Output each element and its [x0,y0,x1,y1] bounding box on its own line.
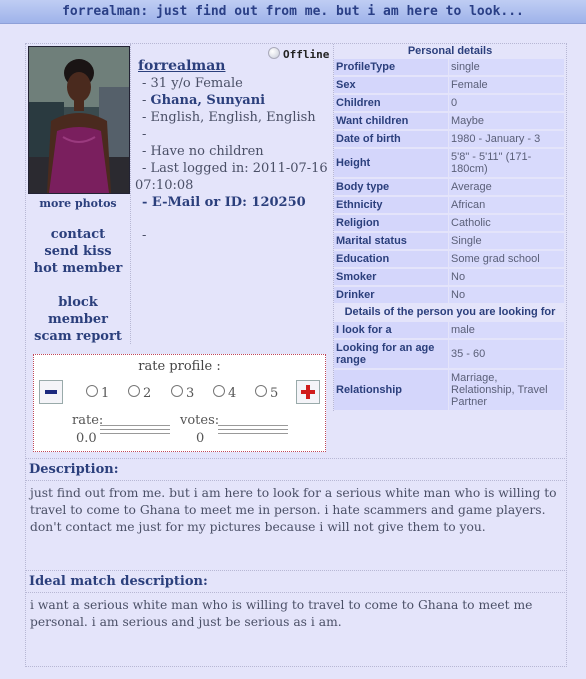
detail-row [334,58,566,76]
radio-icon [213,385,225,397]
detail-row [334,94,566,112]
rate-decrease-button[interactable] [39,380,63,404]
trailing-field: - [142,228,147,243]
detail-row [334,321,566,339]
looking-for-header: Details of the person you are looking for [344,306,556,318]
detail-key: I look for a [334,322,448,338]
detail-key: Want children [334,113,448,129]
languages: - English, English, English [142,110,316,125]
detail-row [334,250,566,268]
detail-row [334,339,566,369]
votes-bar-line [218,433,288,434]
detail-value: No [449,287,564,303]
detail-key: Education [334,251,448,267]
rate-option-label: 3 [186,386,195,401]
email-or-id: - E-Mail or ID: 120250 [142,195,306,210]
ideal-match-text: i want a serious white man who is willing to travel to come to Ghana to meet me personal. i am serious and just be serious as i am. [30,598,533,629]
detail-row [334,130,566,148]
detail-value: 35 - 60 [449,340,564,368]
detail-row [334,369,566,411]
rate-profile-box [33,354,326,452]
children-info: - Have no children [142,144,264,159]
detail-key: Sex [334,77,448,93]
detail-key: Smoker [334,269,448,285]
rate-option-5[interactable] [255,385,278,401]
detail-row [334,196,566,214]
detail-row [334,76,566,94]
send-kiss-link[interactable]: send kiss [44,244,112,259]
detail-value: Female [449,77,564,93]
more-photos-link[interactable]: more photos [39,197,117,210]
rate-option-2[interactable] [128,385,151,401]
votes-label: votes: [180,413,220,428]
votes-bar-line [218,429,288,430]
detail-key: ProfileType [334,59,448,75]
detail-row [334,112,566,130]
rate-label: rate: [72,413,104,428]
detail-value: Average [449,179,564,195]
hot-member-link[interactable]: hot member [33,261,123,276]
location-prefix: - [142,93,151,108]
detail-value: single [449,59,564,75]
detail-key: Date of birth [334,131,448,147]
blank-field: - [142,127,147,142]
last-logged-in: - Last logged in: 2011-07-16 07:10:08 [135,161,328,193]
radio-icon [255,385,267,397]
detail-value: Maybe [449,113,564,129]
ideal-match-heading: Ideal match description: [26,571,565,593]
detail-value: Catholic [449,215,564,231]
personal-details-header: Personal details [407,45,493,57]
detail-row [334,148,566,178]
detail-value: African [449,197,564,213]
detail-value: 5'8" - 5'11" (171-180cm) [449,149,564,177]
ideal-match-section [26,570,565,666]
rate-option-label: 5 [270,386,279,401]
votes-value: 0 [196,431,205,446]
rate-option-3[interactable] [171,385,194,401]
description-text: just find out from me. but i am here to look for a serious white man who is willing to travel to come to Ghana to meet me in person. i hate scammers and game players. don't contact me just for my pictures because i will not give them to you. [30,486,557,534]
contact-link[interactable]: contact [50,227,106,242]
detail-key: Children [334,95,448,111]
detail-value: 0 [449,95,564,111]
profile-photo-image [29,47,129,193]
detail-value: No [449,269,564,285]
block-member-link-line1[interactable]: block [58,295,98,310]
rate-increase-button[interactable] [296,380,320,404]
age-sex: - 31 y/o Female [142,76,243,91]
profile-summary [135,58,333,244]
rate-option-4[interactable] [213,385,236,401]
detail-key: Looking for an age range [334,340,448,368]
detail-value: Marriage, Relationship, Travel Partner [449,370,564,410]
rate-option-label: 4 [228,386,237,401]
username-link[interactable]: forrealman [138,58,226,74]
page-title: forrealman: just find out from me. but i am here to look... [0,0,586,24]
location-row [138,92,333,109]
detail-value: Single [449,233,564,249]
radio-icon [128,385,140,397]
status-text: Offline [283,48,330,61]
description-section [26,458,565,571]
location: Ghana, Sunyani [150,93,266,108]
rate-option-label: 1 [101,386,110,401]
votes-bar-line [218,425,288,426]
detail-value: Some grad school [449,251,564,267]
detail-key: Religion [334,215,448,231]
rate-value: 0.0 [76,431,97,446]
rate-bar-line [100,429,170,430]
detail-row [334,214,566,232]
rate-option-1[interactable] [86,385,109,401]
rate-bar-line [100,433,170,434]
detail-value: male [449,322,564,338]
detail-row [334,232,566,250]
rate-bar-line [100,425,170,426]
scam-report-link[interactable]: scam report [34,329,122,344]
description-heading: Description: [26,459,565,481]
detail-key: Relationship [334,370,448,410]
rate-option-label: 2 [143,386,152,401]
detail-row [334,286,566,304]
detail-key: Drinker [334,287,448,303]
detail-value: 1980 - January - 3 [449,131,564,147]
block-member-link-line2[interactable]: member [48,312,108,327]
rate-profile-title: rate profile : [138,359,221,374]
profile-photo[interactable] [28,46,130,194]
radio-icon [86,385,98,397]
detail-key: Body type [334,179,448,195]
personal-details-table [333,44,566,411]
radio-icon [171,385,183,397]
detail-row [334,268,566,286]
detail-key: Ethnicity [334,197,448,213]
detail-key: Height [334,149,448,177]
detail-row [334,178,566,196]
detail-key: Marital status [334,233,448,249]
